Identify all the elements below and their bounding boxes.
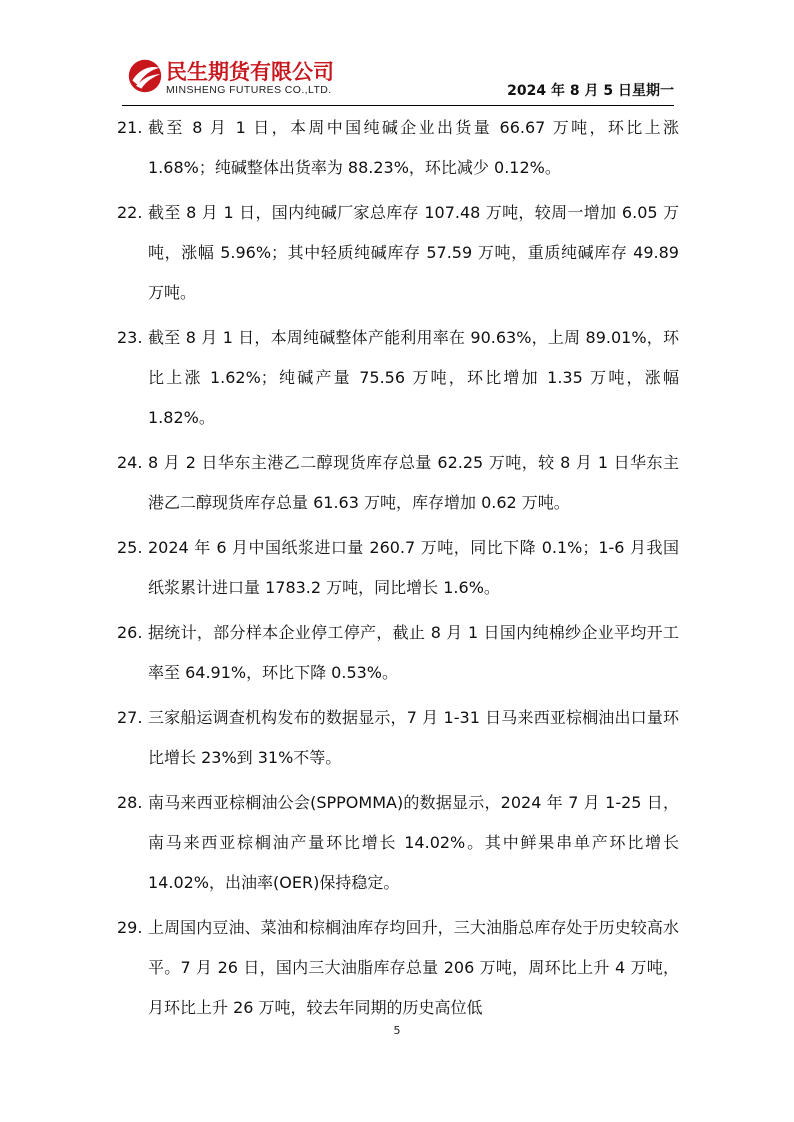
news-item xyxy=(117,783,679,903)
company-name-cn: 民生期货有限公司 xyxy=(166,60,334,84)
item-text: 8 月 2 日华东主港乙二醇现货库存总量 62.25 万吨，较 8 月 1 日华东主港乙二醇现货库存总量 61.63 万吨，库存增加 0.62 万吨。 xyxy=(148,453,679,512)
news-item xyxy=(117,193,679,313)
item-text: 三家船运调查机构发布的数据显示，7 月 1-31 日马来西亚棕榈油出口量环比增长 23%到 31%不等。 xyxy=(148,708,679,767)
item-number: 27. xyxy=(117,708,143,727)
header-divider xyxy=(122,105,674,106)
company-logo xyxy=(122,52,382,102)
item-text: 截至 8 月 1 日，本周纯碱整体产能利用率在 90.63%，上周 89.01%，环比上涨 1.62%；纯碱产量 75.56 万吨，环比增加 1.35 万吨，涨幅 1.82%。 xyxy=(148,328,679,427)
item-text: 截至 8 月 1 日，本周中国纯碱企业出货量 66.67 万吨，环比上涨 1.68%；纯碱整体出货率为 88.23%，环比减少 0.12%。 xyxy=(148,118,679,177)
item-number: 25. xyxy=(117,538,143,557)
item-number: 28. xyxy=(117,793,143,812)
item-text: 据统计，部分样本企业停工停产，截止 8 月 1 日国内纯棉纱企业平均开工率至 64.91%，环比下降 0.53%。 xyxy=(148,623,679,682)
item-text: 南马来西亚棕榈油公会(SPPOMMA)的数据显示，2024 年 7 月 1-25 日，南马来西亚棕榈油产量环比增长 14.02%。其中鲜果串单产环比增长 14.02%，出油率(OER)保持稳定。 xyxy=(148,793,679,892)
page-header xyxy=(122,52,674,106)
item-text: 截至 8 月 1 日，国内纯碱厂家总库存 107.48 万吨，较周一增加 6.05 万吨，涨幅 5.96%；其中轻质纯碱库存 57.59 万吨，重质纯碱库存 49.89 万吨。 xyxy=(148,203,679,302)
item-text: 上周国内豆油、菜油和棕榈油库存均回升，三大油脂总库存处于历史较高水平。7 月 26 日，国内三大油脂库存总量 206 万吨，周环比上升 4 万吨，月环比上升 26 万吨，较去年同期的历史高位低 xyxy=(148,918,679,1017)
news-item xyxy=(117,528,679,608)
news-item xyxy=(117,613,679,693)
item-number: 23. xyxy=(117,328,143,347)
item-text: 2024 年 6 月中国纸浆进口量 260.7 万吨，同比下降 0.1%；1-6 月我国纸浆累计进口量 1783.2 万吨，同比增长 1.6%。 xyxy=(148,538,679,597)
news-item xyxy=(117,318,679,438)
report-date: 2024 年 8 月 5 日星期一 xyxy=(507,83,674,99)
item-number: 29. xyxy=(117,918,143,937)
company-name-en: MINSHENG FUTURES CO.,LTD. xyxy=(166,84,332,96)
item-number: 21. xyxy=(117,118,143,137)
news-item xyxy=(117,698,679,778)
minsheng-logo-icon xyxy=(127,58,163,94)
item-number: 26. xyxy=(117,623,143,642)
item-number: 24. xyxy=(117,453,143,472)
news-item xyxy=(117,108,679,188)
item-number: 22. xyxy=(117,203,143,222)
page-number: 5 xyxy=(393,1024,401,1037)
news-item xyxy=(117,908,679,1028)
news-item xyxy=(117,443,679,523)
news-list xyxy=(117,108,679,1033)
